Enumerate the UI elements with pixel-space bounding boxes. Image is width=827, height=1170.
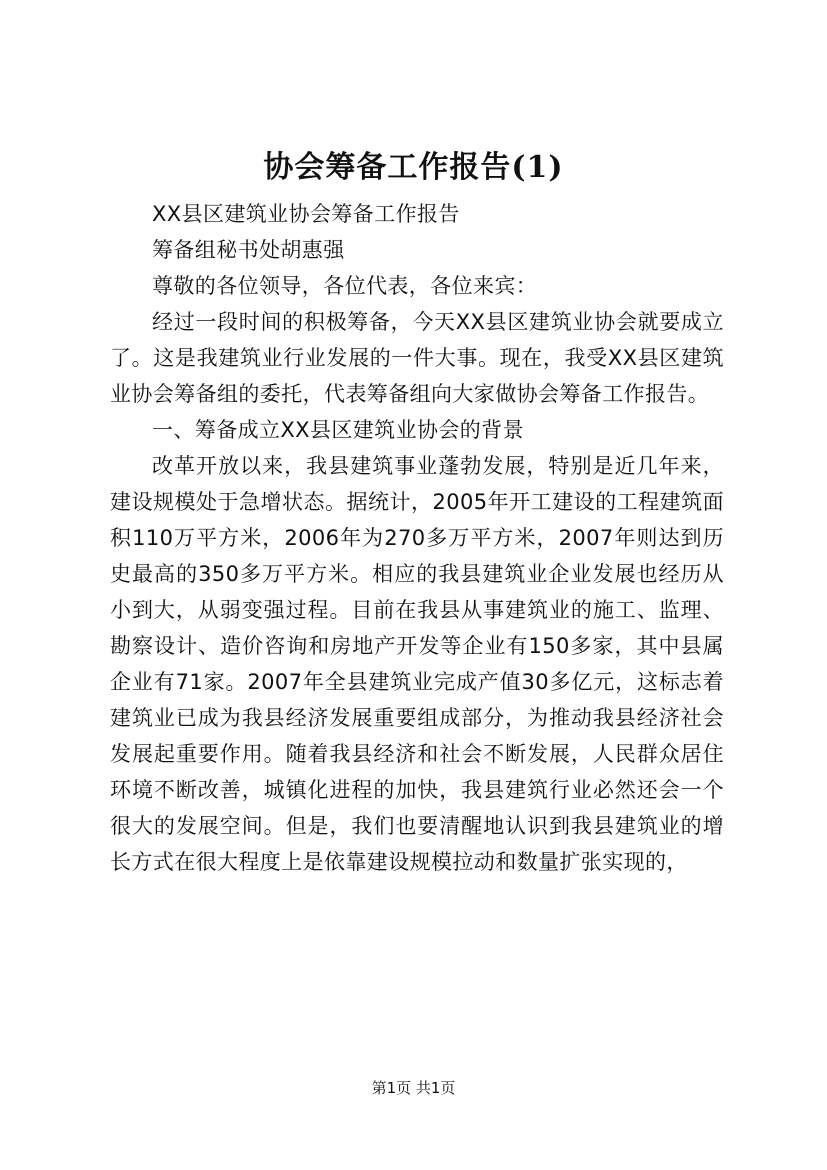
- document-body: [110, 196, 724, 880]
- paragraph-heading: XX县区建筑业协会筹备工作报告: [152, 202, 460, 226]
- paragraph-author: 筹备组秘书处胡惠强: [152, 238, 345, 262]
- paragraph-salutation: 尊敬的各位领导，各位代表，各位来宾：: [152, 274, 538, 298]
- paragraph-background: 改革开放以来，我县建筑事业蓬勃发展，特别是近几年来，建设规模处于急增状态。据统计，2005年开工建设的工程建筑面积110万平方米，2006年为270多万平方米，2007年则达到历史最高的350多万平方米。相应的我县建筑业企业发展也经历从小到大，从弱变强过程。目前在我县从事建筑业的施工、监理、勘察设计、造价咨询和房地产开发等企业有150多家，其中县属企业有71家。2007年全县建筑业完成产值30多亿元，这标志着建筑业已成为我县经济发展重要组成部分，为推动我县经济社会发展起重要作用。随着我县经济和社会不断发展，人民群众居住环境不断改善，城镇化进程的加快，我县建筑行业必然还会一个很大的发展空间。但是，我们也要清醒地认识到我县建筑业的增长方式在很大程度上是依靠建设规模拉动和数量扩张实现的，: [110, 454, 724, 874]
- page-footer: 第1页 共1页: [371, 1079, 456, 1097]
- section-heading: 一、筹备成立XX县区建筑业协会的背景: [152, 418, 524, 442]
- document-title: 协会筹备工作报告(1): [263, 150, 564, 185]
- paragraph-intro: 经过一段时间的积极筹备，今天XX县区建筑业协会就要成立了。这是我建筑业行业发展的一件大事。现在，我受XX县区建筑业协会筹备组的委托，代表筹备组向大家做协会筹备工作报告。: [110, 310, 724, 406]
